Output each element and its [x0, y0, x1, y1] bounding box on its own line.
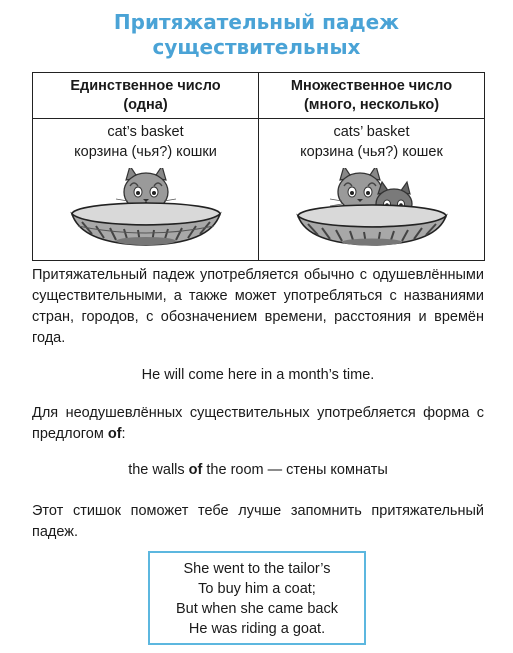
two-kittens-basket-image: [294, 168, 450, 248]
basket-icon: [298, 205, 446, 246]
possessive-case-table: [32, 72, 485, 261]
singular-english: cat’s basket: [107, 124, 184, 140]
header-singular: [33, 73, 259, 119]
cell-singular: [33, 119, 259, 261]
poem-box: [148, 551, 366, 645]
example-sentence-1: He will come here in a month’s time.: [141, 367, 375, 383]
poem-line: To buy him a coat;: [198, 581, 316, 597]
poem-line: She went to the tailor’s: [183, 561, 331, 577]
of-colon: :: [121, 426, 126, 442]
title-line-1: Притяжательный падеж: [113, 10, 400, 34]
poem-line: But when she came back: [175, 601, 338, 617]
singular-russian: корзина (чья?) кошки: [74, 144, 217, 160]
of-form-text: Для неодушевлённых существительных употребляется форма с предлогом: [32, 405, 484, 442]
of-keyword: of: [107, 426, 122, 442]
of-form-paragraph: [32, 403, 484, 445]
one-kitten-basket-image: [68, 168, 224, 248]
plural-russian: корзина (чья?) кошек: [300, 144, 443, 160]
poem-line: He was riding a goat.: [188, 621, 326, 637]
basket-icon: [72, 203, 220, 245]
header-plural: [259, 73, 485, 119]
example2-end: the room — стены комнаты: [206, 462, 388, 478]
header-plural-note: (много, несколько): [303, 97, 440, 113]
header-plural-label: Множественное число: [290, 78, 453, 94]
header-singular-label: Единственное число: [70, 78, 221, 94]
page-title: [0, 10, 513, 60]
example2-of-keyword: of: [188, 462, 203, 478]
cell-plural: [259, 119, 485, 261]
usage-paragraph: Притяжательный падеж употребляется обычно с одушевлёнными существительными, а также может употребляться с названиями стран, городов, с обозначением времени, расстояния и времён года.: [32, 267, 484, 346]
header-singular-note: (одна): [123, 97, 168, 113]
example-sentence-2: [32, 460, 484, 481]
title-line-2: существительных: [152, 35, 361, 59]
example2-start: the walls: [128, 462, 185, 478]
plural-english: cats’ basket: [333, 124, 410, 140]
poem-intro-paragraph: Этот стишок поможет тебе лучше запомнить притяжательный падеж.: [32, 503, 484, 540]
